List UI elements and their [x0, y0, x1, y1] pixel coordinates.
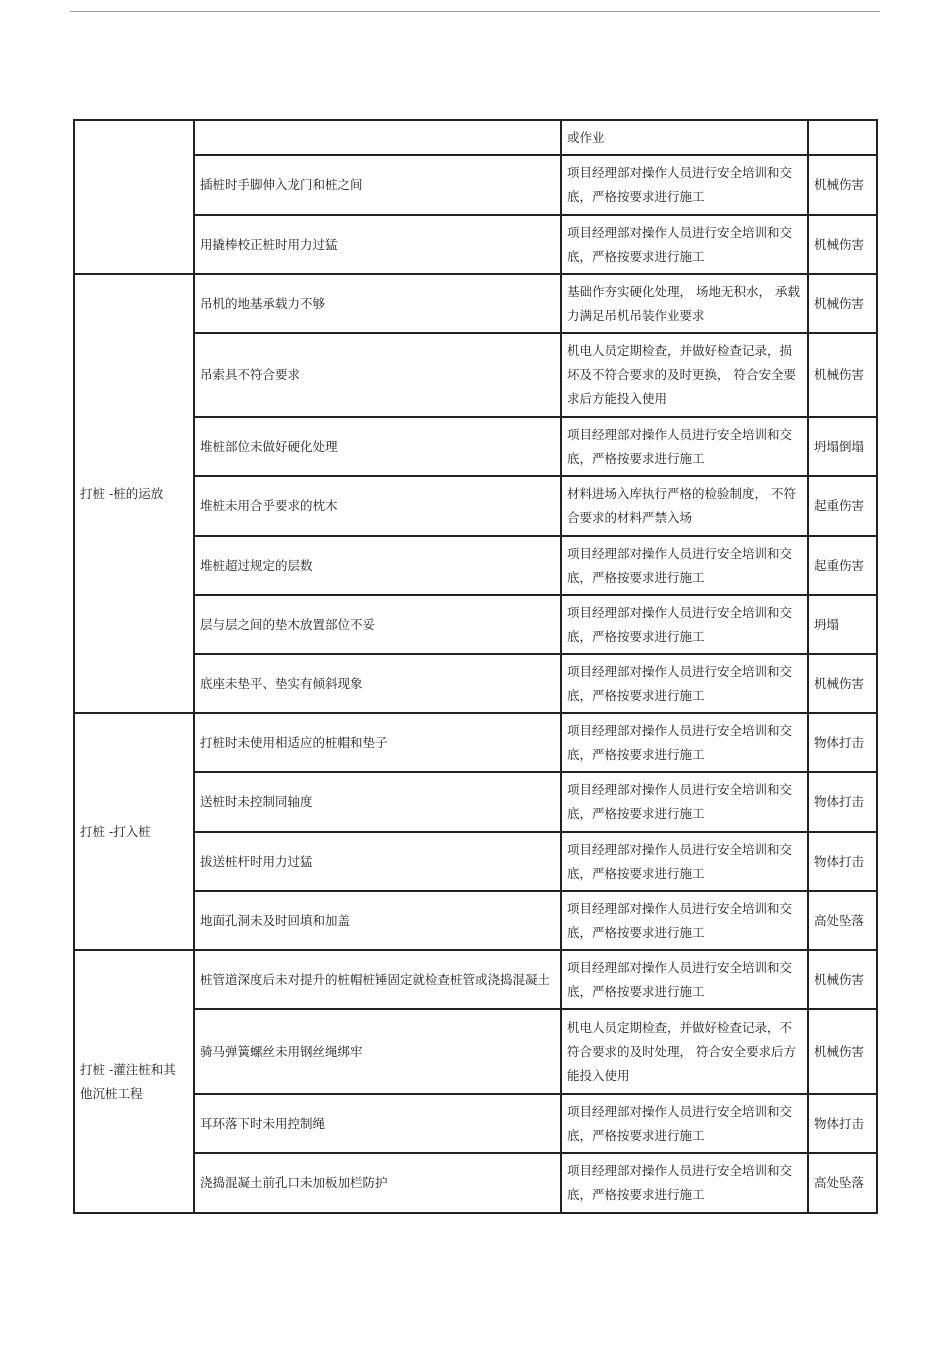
measure-cell: 项目经理部对操作人员进行安全培训和交底，严格按要求进行施工: [561, 713, 808, 772]
risk-cell: 送桩时未控制同轴度: [194, 772, 561, 832]
hazard-table-body: [74, 120, 877, 1213]
table-row: [74, 1009, 877, 1094]
accident-type-cell: 物体打击: [808, 832, 877, 891]
category-cell: 打桩 -灌注桩和其他沉桩工程: [74, 950, 194, 1213]
risk-cell: 浇捣混凝土前孔口未加板加栏防护: [194, 1153, 561, 1213]
risk-cell: 桩管道深度后未对提升的桩帽桩锤固定就检查桩管或浇捣混凝土: [194, 950, 561, 1009]
category-cell: 打桩 -桩的运放: [74, 274, 194, 713]
measure-cell: 或作业: [561, 120, 808, 155]
page-header-rule: [70, 11, 880, 12]
hazard-table: [73, 119, 878, 1214]
risk-cell: 用撬棒校正桩时用力过猛: [194, 215, 561, 274]
accident-type-cell: 物体打击: [808, 1094, 877, 1153]
risk-cell: 堆桩未用合乎要求的枕木: [194, 476, 561, 536]
measure-cell: 项目经理部对操作人员进行安全培训和交底，严格按要求进行施工: [561, 215, 808, 274]
accident-type-cell: 坍塌: [808, 595, 877, 654]
table-row: [74, 417, 877, 476]
table-row: [74, 536, 877, 595]
measure-cell: 项目经理部对操作人员进行安全培训和交底，严格按要求进行施工: [561, 155, 808, 215]
accident-type-cell: 高处坠落: [808, 891, 877, 950]
accident-type-cell: 高处坠落: [808, 1153, 877, 1213]
measure-cell: 机电人员定期检查，并做好检查记录，不符合要求的及时处理， 符合安全要求后方能投入使用: [561, 1009, 808, 1094]
accident-type-cell: 机械伤害: [808, 274, 877, 333]
measure-cell: 材料进场入库执行严格的检验制度， 不符合要求的材料严禁入场: [561, 476, 808, 536]
measure-cell: 项目经理部对操作人员进行安全培训和交底，严格按要求进行施工: [561, 891, 808, 950]
risk-cell: [194, 120, 561, 155]
accident-type-cell: 机械伤害: [808, 155, 877, 215]
accident-type-cell: 起重伤害: [808, 536, 877, 595]
table-row: [74, 155, 877, 215]
table-row: [74, 333, 877, 417]
risk-cell: 堆桩超过规定的层数: [194, 536, 561, 595]
table-row: [74, 215, 877, 274]
accident-type-cell: 机械伤害: [808, 1009, 877, 1094]
table-row: [74, 120, 877, 155]
accident-type-cell: 机械伤害: [808, 654, 877, 713]
measure-cell: 项目经理部对操作人员进行安全培训和交底，严格按要求进行施工: [561, 950, 808, 1009]
measure-cell: 项目经理部对操作人员进行安全培训和交底，严格按要求进行施工: [561, 536, 808, 595]
risk-cell: 底座未垫平、垫实有倾斜现象: [194, 654, 561, 713]
risk-cell: 吊机的地基承载力不够: [194, 274, 561, 333]
accident-type-cell: 起重伤害: [808, 476, 877, 536]
risk-cell: 耳环落下时未用控制绳: [194, 1094, 561, 1153]
risk-cell: 拔送桩杆时用力过猛: [194, 832, 561, 891]
risk-cell: 层与层之间的垫木放置部位不妥: [194, 595, 561, 654]
accident-type-cell: 物体打击: [808, 772, 877, 832]
accident-type-cell: [808, 120, 877, 155]
table-row: [74, 654, 877, 713]
table-row: [74, 950, 877, 1009]
accident-type-cell: 机械伤害: [808, 215, 877, 274]
table-row: [74, 832, 877, 891]
table-row: [74, 713, 877, 772]
table-row: [74, 274, 877, 333]
table-row: [74, 595, 877, 654]
measure-cell: 项目经理部对操作人员进行安全培训和交底，严格按要求进行施工: [561, 1153, 808, 1213]
measure-cell: 项目经理部对操作人员进行安全培训和交底，严格按要求进行施工: [561, 772, 808, 832]
risk-cell: 地面孔洞未及时回填和加盖: [194, 891, 561, 950]
measure-cell: 基础作夯实硬化处理， 场地无积水， 承载力满足吊机吊装作业要求: [561, 274, 808, 333]
table-row: [74, 772, 877, 832]
accident-type-cell: 机械伤害: [808, 950, 877, 1009]
accident-type-cell: 机械伤害: [808, 333, 877, 417]
measure-cell: 机电人员定期检查，并做好检查记录，损坏及不符合要求的及时更换， 符合安全要求后方能投入使用: [561, 333, 808, 417]
measure-cell: 项目经理部对操作人员进行安全培训和交底，严格按要求进行施工: [561, 832, 808, 891]
table-row: [74, 476, 877, 536]
category-cell: [74, 120, 194, 274]
table-row: [74, 891, 877, 950]
measure-cell: 项目经理部对操作人员进行安全培训和交底，严格按要求进行施工: [561, 417, 808, 476]
measure-cell: 项目经理部对操作人员进行安全培训和交底，严格按要求进行施工: [561, 1094, 808, 1153]
table-row: [74, 1094, 877, 1153]
risk-cell: 打桩时未使用相适应的桩帽和垫子: [194, 713, 561, 772]
category-cell: 打桩 -打入桩: [74, 713, 194, 950]
risk-cell: 骑马弹簧螺丝未用钢丝绳绑牢: [194, 1009, 561, 1094]
measure-cell: 项目经理部对操作人员进行安全培训和交底，严格按要求进行施工: [561, 595, 808, 654]
measure-cell: 项目经理部对操作人员进行安全培训和交底，严格按要求进行施工: [561, 654, 808, 713]
risk-cell: 插桩时手脚伸入龙门和桩之间: [194, 155, 561, 215]
accident-type-cell: 坍塌倒塌: [808, 417, 877, 476]
risk-cell: 堆桩部位未做好硬化处理: [194, 417, 561, 476]
risk-cell: 吊索具不符合要求: [194, 333, 561, 417]
accident-type-cell: 物体打击: [808, 713, 877, 772]
table-row: [74, 1153, 877, 1213]
